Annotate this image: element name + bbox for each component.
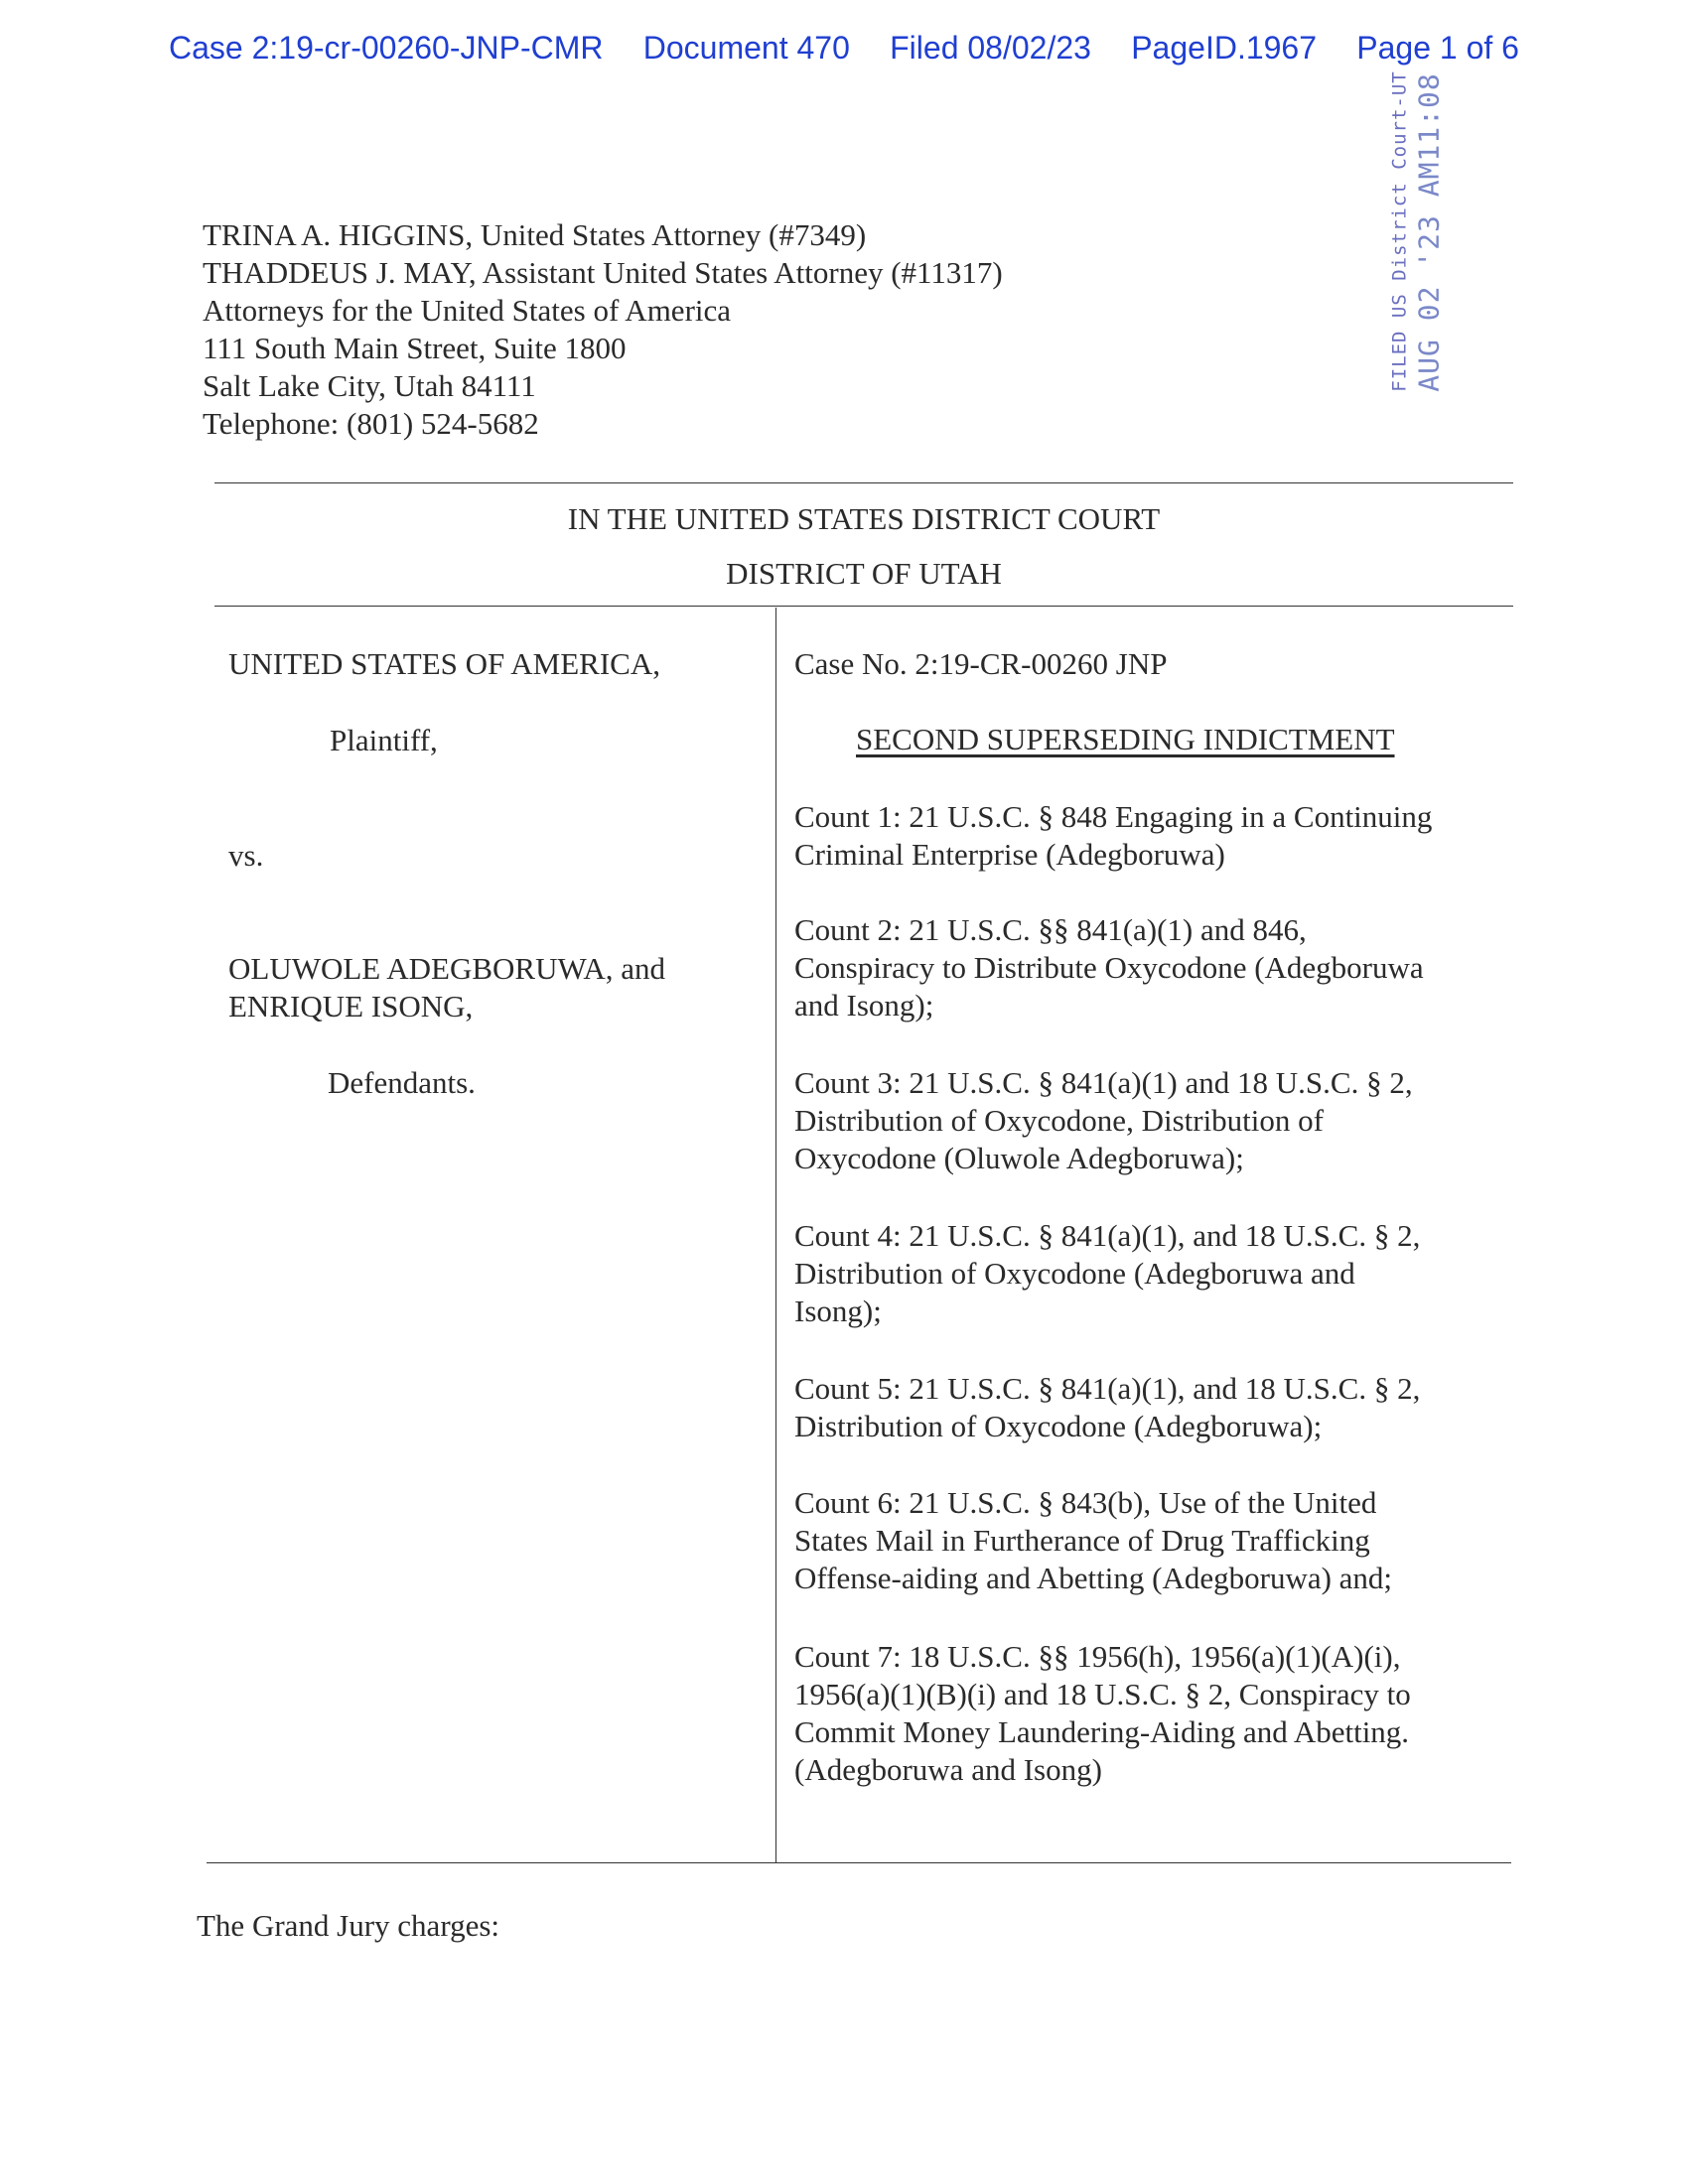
document-number-header: Document 470	[642, 30, 850, 66]
count-line: Isong);	[794, 1294, 882, 1328]
count-line: Distribution of Oxycodone (Adegboruwa and	[794, 1256, 1355, 1291]
count-line: Commit Money Laundering-Aiding and Abetting.	[794, 1714, 1410, 1749]
count-line: Count 5: 21 U.S.C. § 841(a)(1), and 18 U.S.C. § 2,	[794, 1371, 1421, 1406]
count-line: Count 2: 21 U.S.C. §§ 841(a)(1) and 846,	[794, 912, 1307, 947]
count-item	[794, 798, 1489, 874]
count-line: Distribution of Oxycodone (Adegboruwa);	[794, 1409, 1323, 1443]
count-line: Count 1: 21 U.S.C. § 848 Engaging in a Continuing	[794, 799, 1433, 834]
count-item	[794, 1064, 1489, 1177]
attorney-line: Salt Lake City, Utah 84111	[203, 368, 536, 403]
count-line: Distribution of Oxycodone, Distribution of	[794, 1103, 1324, 1138]
count-line: 1956(a)(1)(B)(i) and 18 U.S.C. § 2, Conspiracy to	[794, 1677, 1411, 1711]
attorney-line: 111 South Main Street, Suite 1800	[203, 331, 627, 365]
filed-date-header: Filed 08/02/23	[890, 30, 1091, 66]
defendant-name	[228, 950, 665, 1025]
count-item	[794, 1370, 1489, 1445]
count-line: Oxycodone (Oluwole Adegboruwa);	[794, 1141, 1244, 1175]
count-line: Count 3: 21 U.S.C. § 841(a)(1) and 18 U.S.C. § 2,	[794, 1065, 1413, 1100]
plaintiff-role: Plaintiff,	[330, 723, 438, 757]
court-name: IN THE UNITED STATES DISTRICT COURT	[567, 501, 1161, 536]
indictment-title: SECOND SUPERSEDING INDICTMENT	[856, 722, 1395, 756]
ecf-header	[169, 30, 1519, 67]
attorney-line: Telephone: (801) 524-5682	[203, 406, 539, 441]
count-line: Criminal Enterprise (Adegboruwa)	[794, 837, 1225, 872]
count-item	[794, 911, 1489, 1024]
count-line: Count 4: 21 U.S.C. § 841(a)(1), and 18 U.S.C. § 2,	[794, 1218, 1421, 1253]
count-line: Count 7: 18 U.S.C. §§ 1956(h), 1956(a)(1)(A)(i),	[794, 1639, 1401, 1674]
grand-jury-charges: The Grand Jury charges:	[197, 1908, 500, 1943]
count-item	[794, 1484, 1489, 1597]
count-line: Conspiracy to Distribute Oxycodone (Adegboruwa	[794, 950, 1424, 985]
caption-top-rule	[214, 482, 1513, 483]
case-number-header: Case 2:19-cr-00260-JNP-CMR	[169, 30, 604, 66]
count-line: Count 6: 21 U.S.C. § 843(b), Use of the United	[794, 1485, 1377, 1520]
count-line: Offense-aiding and Abetting (Adegboruwa) and;	[794, 1561, 1393, 1595]
versus: vs.	[228, 838, 264, 873]
defendant-line: OLUWOLE ADEGBORUWA, and	[228, 951, 665, 986]
filed-stamp	[1382, 70, 1452, 392]
filed-stamp-date: AUG 02 '23 AM11:08	[1412, 72, 1446, 392]
caption-divider	[775, 608, 776, 1862]
defendant-line: ENRIQUE ISONG,	[228, 989, 474, 1024]
count-line: States Mail in Furtherance of Drug Trafficking	[794, 1523, 1370, 1558]
court-district: DISTRICT OF UTAH	[726, 556, 1002, 591]
count-item	[794, 1217, 1489, 1330]
case-number: Case No. 2:19-CR-00260 JNP	[794, 646, 1168, 681]
attorney-line: Attorneys for the United States of America	[203, 293, 732, 328]
defendant-role: Defendants.	[328, 1065, 476, 1100]
plaintiff-name: UNITED STATES OF AMERICA,	[228, 646, 660, 681]
filed-stamp-court: FILED US District Court-UT	[1388, 70, 1411, 392]
count-item	[794, 1638, 1489, 1789]
caption-bottom-rule	[207, 1862, 1511, 1863]
attorney-line: THADDEUS J. MAY, Assistant United States Attorney (#11317)	[203, 255, 1003, 290]
attorney-block	[203, 216, 1003, 443]
count-line: (Adegboruwa and Isong)	[794, 1752, 1102, 1787]
page-id-header: PageID.1967	[1131, 30, 1318, 66]
attorney-line: TRINA A. HIGGINS, United States Attorney (#7349)	[203, 217, 867, 252]
caption-mid-rule	[214, 606, 1513, 607]
page-count-header: Page 1 of 6	[1356, 30, 1519, 66]
count-line: and Isong);	[794, 988, 934, 1023]
